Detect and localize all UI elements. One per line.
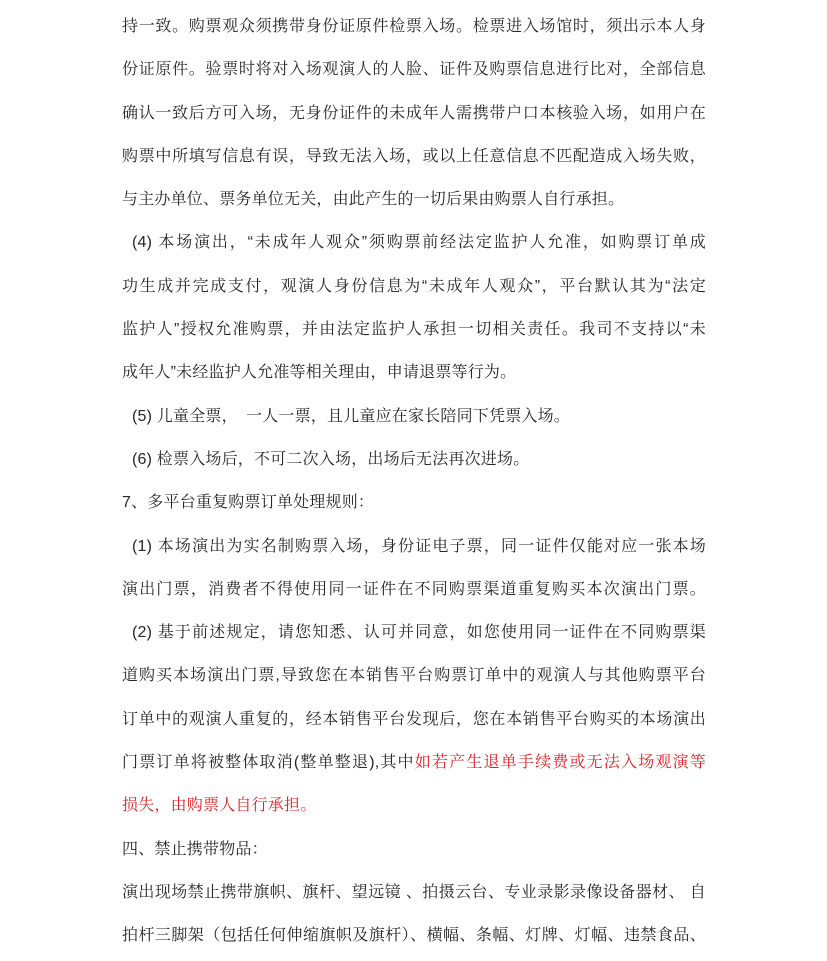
- text-segment: 监护人”授权允准购票，并由法定监护人承担一切相关责任。我司不支持以“未: [122, 321, 706, 339]
- text-segment: 演出现场禁止携带旗帜、旗杆、望远镜 、拍摄云台、专业录影录像设备器材、 自: [122, 883, 706, 901]
- text-segment: (5) 儿童全票， 一人一票，且儿童应在家长陪同下凭票入场。: [132, 407, 571, 425]
- text-segment: 成年人”未经监护人允准等相关理由，申请退票等行为。: [122, 364, 517, 382]
- highlighted-red-text: 损失，由购票人自行承担。: [122, 797, 317, 815]
- text-line-18: [122, 741, 706, 784]
- text-line-15: [122, 611, 706, 654]
- document-scroll-area[interactable]: [122, 5, 706, 958]
- text-line-16: [122, 654, 706, 697]
- text-segment: 演出门票，消费者不得使用同一证件在不同购票渠道重复购买本次演出门票。: [122, 580, 706, 598]
- text-segment: 拍杆三脚架（包括任何伸缩旗帜及旗杆）、横幅、条幅、灯牌、灯幅、违禁食品、: [122, 927, 706, 945]
- text-line-10: [122, 395, 706, 438]
- text-line-1: [122, 5, 706, 48]
- text-line-11: [122, 438, 706, 481]
- text-line-22: [122, 914, 706, 957]
- text-segment: 功生成并完成支付，观演人身份信息为“未成年人观众”，平台默认其为“法定: [122, 277, 706, 295]
- text-line-7: [122, 265, 706, 308]
- text-line-5: [122, 178, 706, 221]
- text-line-8: [122, 308, 706, 351]
- text-line-9: [122, 351, 706, 394]
- text-segment: (2) 基于前述规定，请您知悉、认可并同意，如您使用同一证件在不同购票渠: [132, 624, 706, 642]
- text-line-6: [122, 221, 706, 264]
- text-segment: 道购买本场演出门票,导致您在本销售平台购票订单中的观演人与其他购票平台: [122, 667, 706, 685]
- text-line-2: [122, 48, 706, 91]
- text-segment: 购票中所填写信息有误，导致无法入场，或以上任意信息不匹配造成入场失败，: [122, 147, 706, 165]
- text-line-17: [122, 698, 706, 741]
- text-segment: 份证原件。验票时将对入场观演人的人脸、证件及购票信息进行比对，全部信息: [122, 61, 706, 79]
- text-segment: 7、多平台重复购票订单处理规则：: [122, 494, 375, 512]
- text-line-20: [122, 828, 706, 871]
- text-line-3: [122, 92, 706, 135]
- text-segment: 持一致。购票观众须携带身份证原件检票入场。检票进入场馆时，须出示本人身: [122, 18, 706, 35]
- highlighted-red-text: 如若产生退单手续费或无法入场观演等: [414, 754, 706, 772]
- text-segment: (1) 本场演出为实名制购票入场，身份证电子票，同一证件仅能对应一张本场: [132, 537, 706, 555]
- text-segment: 确认一致后方可入场，无身份证件的未成年人需携带户口本核验入场，如用户在: [122, 104, 706, 122]
- text-segment: 订单中的观演人重复的，经本销售平台发现后，您在本销售平台购买的本场演出: [122, 710, 706, 728]
- text-segment: 门票订单将被整体取消(整单整退),其中: [122, 754, 415, 772]
- text-segment: 与主办单位、票务单位无关，由此产生的一切后果由购票人自行承担。: [122, 191, 625, 209]
- text-line-21: [122, 871, 706, 914]
- text-segment: (6) 检票入场后，不可二次入场，出场后无法再次进场。: [132, 450, 530, 468]
- text-line-12: [122, 481, 706, 524]
- text-segment: 四、禁止携带物品：: [122, 840, 268, 858]
- text-segment: (4) 本场演出，“未成年人观众”须购票前经法定监护人允准，如购票订单成: [132, 234, 706, 252]
- text-line-14: [122, 568, 706, 611]
- text-line-4: [122, 135, 706, 178]
- text-line-19: [122, 784, 706, 827]
- text-line-13: [122, 525, 706, 568]
